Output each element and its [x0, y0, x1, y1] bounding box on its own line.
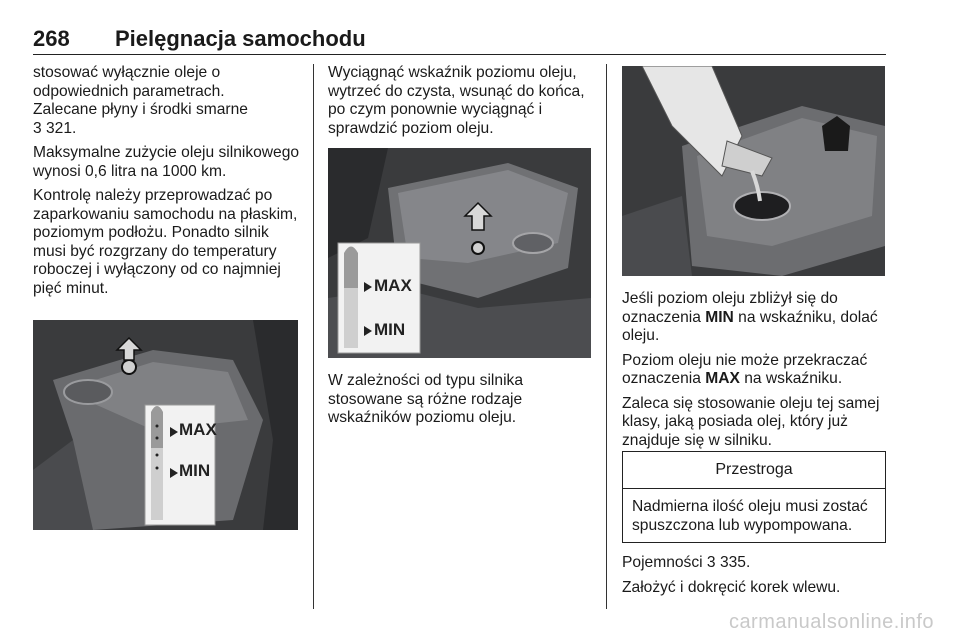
page-number: 268 — [33, 26, 70, 51]
paragraph: Założyć i dokręcić korek wlewu. — [622, 578, 841, 596]
engine-illustration — [622, 66, 885, 276]
page-reference: 3 321. — [33, 119, 77, 137]
paragraph: Wyciągnąć wskaźnik poziomu oleju, wytrzeć do czysta, wsunąć do końca, po czym ponownie wyciągnąć i sprawdzić poziom oleju. — [328, 64, 585, 137]
page-header — [33, 26, 886, 55]
column-3 — [622, 290, 890, 456]
caution-title: Przestroga — [623, 452, 885, 489]
oil-filling-figure — [622, 66, 885, 276]
column-2 — [328, 64, 598, 144]
column-3-lower — [622, 554, 890, 603]
engine-dipstick-figure-1 — [33, 320, 298, 530]
min-mark-label: MIN — [374, 320, 406, 339]
max-mark-label: MAX — [179, 420, 217, 439]
column-1 — [33, 64, 301, 304]
engine-illustration — [328, 148, 591, 358]
paragraph-text: Zalecane płyny i środki smarne — [33, 101, 248, 118]
paragraph: Maksymalne zużycie oleju silnikowego wynosi 0,6 litra na 1000 km. — [33, 144, 300, 180]
max-marking: MAX — [705, 370, 740, 387]
watermark: carmanualsonline.info — [728, 611, 934, 633]
column-divider — [606, 64, 607, 609]
caution-body: Nadmierna ilość oleju musi zostać spuszczona lub wypompowana. — [632, 498, 868, 534]
paragraph: Kontrolę należy przeprowadzać po zaparkowaniu samochodu na płaskim, poziomym podłożu. Ponadto silnik musi być rozgrzany do temperatury roboczej i wyłączony od co najmniej pięć minut. — [33, 187, 298, 297]
min-mark-label: MIN — [179, 461, 211, 480]
paragraph: Pojemności 3 335. — [622, 554, 751, 571]
page-title: Pielęgnacja samochodu — [115, 26, 366, 51]
caution-box — [622, 451, 886, 543]
paragraph — [33, 64, 301, 138]
paragraph-text: Poziom oleju nie może przekraczać oznaczenia — [622, 351, 868, 387]
max-mark-label: MAX — [374, 276, 412, 295]
column-divider — [313, 64, 314, 609]
paragraph-text: stosować wyłącznie oleje o odpowiednich parametrach. — [33, 64, 225, 100]
paragraph — [622, 352, 890, 389]
paragraph — [622, 290, 890, 346]
paragraph: Zaleca się stosowanie oleju tej samej klasy, jaką posiada olej, który już znajduje się w silniku. — [622, 394, 880, 449]
paragraph: W zależności od typu silnika stosowane są różne rodzaje wskaźników poziomu oleju. — [328, 372, 524, 426]
paragraph-text: Jeśli poziom oleju zbliżył się do oznaczenia — [622, 290, 838, 326]
paragraph-text: na wskaźniku. — [739, 370, 843, 387]
paragraph-text: na wskaźniku, dolać oleju. — [622, 308, 878, 344]
min-marking: MIN — [705, 308, 734, 326]
engine-illustration — [33, 320, 298, 530]
engine-dipstick-figure-2 — [328, 148, 591, 358]
column-2-lower — [328, 372, 598, 434]
